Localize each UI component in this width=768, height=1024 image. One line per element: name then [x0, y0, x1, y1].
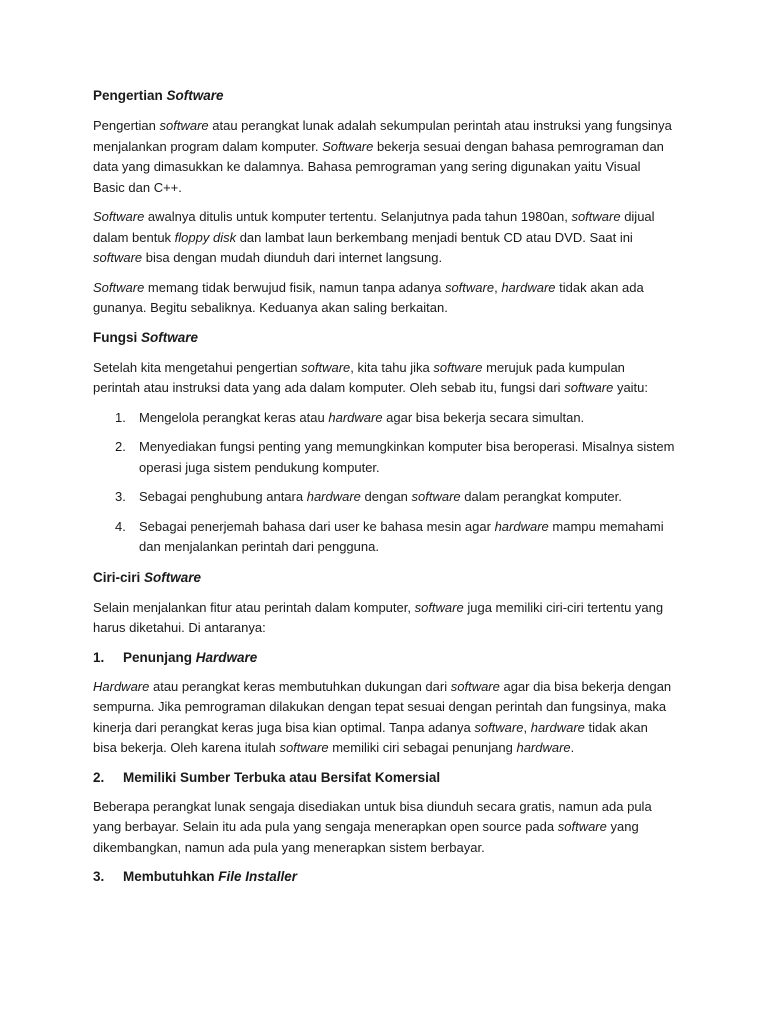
paragraph-fungsi-intro: Setelah kita mengetahui pengertian software, kita tahu jika software merujuk pada kumpulan perintah atau instruksi data yang ada dalam komputer. Oleh sebab itu, fungsi dari software yaitu:	[93, 359, 649, 395]
paragraph-ciri-intro: Selain menjalankan fitur atau perintah dalam komputer, software juga memiliki ciri-ciri tertentu yang harus diketahui. Di antaranya:	[93, 599, 664, 635]
subheading-file-installer: 3. Membutuhkan File Installer	[93, 869, 298, 884]
paragraph-history: Software awalnya ditulis untuk komputer tertentu. Selanjutnya pada tahun 1980an, software dijual dalam bentuk floppy disk dan lambat laun berkembang menjadi bentuk CD atau DVD. Saat ini software bisa dengan mudah diunduh dari internet langsung.	[93, 209, 655, 265]
paragraph-relationship: Software memang tidak berwujud fisik, namun tanpa adanya software, hardware tidak akan ada gunanya. Begitu sebaliknya. Keduanya akan saling berkaitan.	[93, 279, 644, 315]
list-item: 2. Menyediakan fungsi penting yang memungkinkan komputer bisa beroperasi. Misalnya sistem operasi juga sistem pendukung komputer.	[115, 439, 675, 475]
subheading-sumber-terbuka: 2. Memiliki Sumber Terbuka atau Bersifat Komersial	[93, 769, 441, 785]
subheading-penunjang-hardware: 1. Penunjang Hardware	[93, 649, 258, 665]
list-item: 3. Sebagai penghubung antara hardware dengan software dalam perangkat komputer.	[115, 489, 622, 504]
fungsi-list	[93, 408, 675, 558]
list-item: 4. Sebagai penerjemah bahasa dari user ke bahasa mesin agar hardware mampu memahami dan menjalankan perintah dari pengguna.	[115, 518, 664, 554]
heading-fungsi-software: Fungsi Software	[93, 329, 199, 345]
paragraph-definition: Pengertian software atau perangkat lunak adalah sekumpulan perintah atau instruksi yang fungsinya menjalankan program dalam komputer. Software bekerja sesuai dengan bahasa pemrograman dan data yang dimasukkan ke dalamnya. Bahasa pemrograman yang sering digunakan yaitu Visual Basic dan C++.	[93, 118, 672, 195]
list-item: 1. Mengelola perangkat keras atau hardware agar bisa bekerja secara simultan.	[115, 409, 585, 425]
paragraph-penunjang-hardware: Hardware atau perangkat keras membutuhkan dukungan dari software agar dia bisa bekerja dengan sempurna. Jika pemrograman dilakukan dengan tepat sesuai dengan perintah dan fungsinya, maka kinerja dari perangkat keras juga bisa kian optimal. Tanpa adanya software, hardware tidak akan bisa bekerja. Oleh karena itulah software memiliki ciri sebagai penunjang hardware.	[93, 678, 672, 755]
heading-ciri-ciri-software: Ciri-ciri Software	[93, 569, 202, 585]
document-page	[93, 86, 675, 896]
heading-pengertian-software: Pengertian Software	[93, 88, 224, 103]
paragraph-sumber-terbuka: Beberapa perangkat lunak sengaja disediakan untuk bisa diunduh secara gratis, namun ada pula yang berbayar. Selain itu ada pula yang sengaja menerapkan open source pada software yang dikembangkan, namun ada pula yang menerapkan sistem berbayar.	[93, 798, 652, 855]
